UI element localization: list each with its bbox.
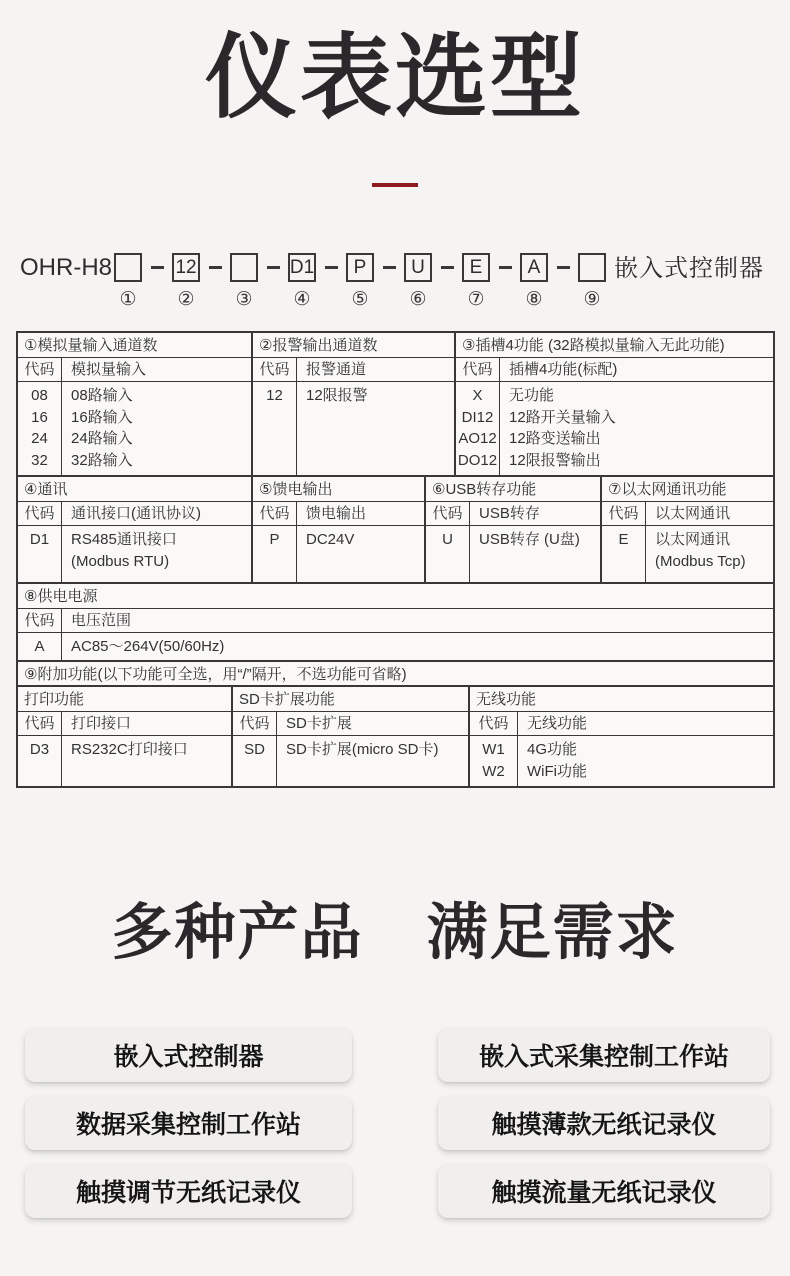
code-header-cell: 代码 xyxy=(426,502,470,525)
section-power-supply xyxy=(18,584,773,660)
section-subheader xyxy=(18,502,251,526)
descriptions-cell: AC85～264V(50/60Hz) xyxy=(71,638,225,656)
code-header-cell: 代码 xyxy=(602,502,646,525)
section-title: ⑦以太网通讯功能 xyxy=(602,477,773,502)
section-title: ⑧供电电源 xyxy=(18,584,773,609)
section-data xyxy=(18,382,251,475)
product-button-data-acquisition-workstation[interactable]: 数据采集控制工作站 xyxy=(25,1096,352,1150)
model-code-dash xyxy=(316,253,346,269)
model-code-dash xyxy=(258,253,288,269)
product-button-embedded-acquisition-workstation[interactable]: 嵌入式采集控制工作站 xyxy=(438,1028,770,1082)
section-subheader xyxy=(18,358,251,382)
descriptions-cell: 4G功能 WiFi功能 xyxy=(527,741,587,780)
model-code-slot-9 xyxy=(578,253,606,311)
code-header-cell: 代码 xyxy=(470,712,518,735)
code-values-cell: D3 xyxy=(18,736,62,786)
table-row-group-4 xyxy=(18,687,773,786)
descriptions-cell: SD卡扩展(micro SD卡) xyxy=(286,741,439,759)
model-code-box xyxy=(346,253,374,282)
code-header-cell: 代码 xyxy=(253,502,297,525)
model-code-dash xyxy=(200,253,230,269)
descriptions-cell: 08路输入 16路输入 24路输入 32路输入 xyxy=(71,387,133,469)
section-data xyxy=(18,633,773,660)
model-code-index: ③ xyxy=(235,289,253,311)
column-header-cell: USB转存 xyxy=(479,505,540,523)
model-code-slot-3 xyxy=(230,253,258,311)
model-code-box xyxy=(230,253,258,282)
model-code-dash xyxy=(432,253,462,269)
model-code-prefix: OHR-H8 xyxy=(20,254,113,282)
model-code-dash xyxy=(490,253,520,269)
column-header-cell: 馈电输出 xyxy=(306,505,367,523)
section-title: ⑥USB转存功能 xyxy=(426,477,600,502)
additional-functions-header: ⑨附加功能(以下功能可全选，用“/”隔开，不选功能可省略) xyxy=(18,662,773,687)
descriptions-cell: USB转存 (U盘) xyxy=(479,531,580,549)
code-values-cell: U xyxy=(426,526,470,582)
section-print-function xyxy=(18,687,233,786)
model-code-index: ⑦ xyxy=(467,289,485,311)
section-data xyxy=(253,382,454,475)
page-title: 仪表选型 xyxy=(204,27,585,129)
section-title: ④通讯 xyxy=(18,477,251,502)
code-values-cell: D1 xyxy=(18,526,62,582)
descriptions-cell: RS232C打印接口 xyxy=(71,741,188,759)
table-row-group-2 xyxy=(18,477,773,584)
code-values-cell: W1 W2 xyxy=(470,736,518,786)
column-header-cell: 无线功能 xyxy=(527,715,588,733)
section-ethernet xyxy=(602,477,773,582)
code-header-cell: 代码 xyxy=(456,358,500,381)
column-header-cell: 打印接口 xyxy=(71,715,132,733)
code-header-cell: 代码 xyxy=(18,358,62,381)
section-data xyxy=(18,526,251,582)
section-communication xyxy=(18,477,253,582)
table-row-group-3 xyxy=(18,584,773,662)
section-sd-card-expansion xyxy=(233,687,470,786)
section-data xyxy=(18,736,231,786)
descriptions-cell: RS485通讯接口 (Modbus RTU) xyxy=(71,531,177,570)
section-analog-input-channels xyxy=(18,333,253,475)
model-code-slot-8 xyxy=(520,253,548,311)
model-code-box xyxy=(462,253,490,282)
code-header-cell: 代码 xyxy=(253,358,297,381)
product-button-touch-slim-paperless-recorder[interactable]: 触摸薄款无纸记录仪 xyxy=(438,1096,770,1150)
code-values-cell: SD xyxy=(233,736,277,786)
code-values-cell: X DI12 AO12 DO12 xyxy=(456,382,500,475)
model-code-slot-5 xyxy=(346,253,374,311)
section-data xyxy=(602,526,773,582)
product-button-touch-flow-paperless-recorder[interactable]: 触摸流量无纸记录仪 xyxy=(438,1164,770,1218)
table-row-group-1 xyxy=(18,333,773,477)
section-subheader xyxy=(233,712,468,736)
column-header-cell: 模拟量输入 xyxy=(71,361,147,379)
products-heading: 多种产品 满足需求 xyxy=(111,898,679,967)
section-power-feed-output xyxy=(253,477,426,582)
model-code-slot-2 xyxy=(172,253,200,311)
section-slot4-function xyxy=(456,333,773,475)
selection-table xyxy=(16,331,775,788)
model-code-box xyxy=(520,253,548,282)
product-button-touch-regulating-paperless-recorder[interactable]: 触摸调节无纸记录仪 xyxy=(25,1164,352,1218)
section-subheader xyxy=(253,502,424,526)
descriptions-cell: 以太网通讯 (Modbus Tcp) xyxy=(655,531,746,570)
section-data xyxy=(426,526,600,582)
section-title: ②报警输出通道数 xyxy=(253,333,454,358)
section-subheader xyxy=(602,502,773,526)
section-wireless-function xyxy=(470,687,773,786)
code-values-cell: 12 xyxy=(253,382,297,475)
section-subheader xyxy=(470,712,773,736)
model-code-slot-4 xyxy=(288,253,316,311)
section-subheader xyxy=(426,502,600,526)
section-subheader xyxy=(18,609,773,633)
product-grid xyxy=(25,1028,790,1218)
model-code-index: ④ xyxy=(293,289,311,311)
code-header-cell: 代码 xyxy=(18,609,62,632)
section-data xyxy=(456,382,773,475)
descriptions-cell: 无功能 12路开关量输入 12路变送输出 12限报警输出 xyxy=(509,387,616,469)
model-code-index: ② xyxy=(177,289,195,311)
section-subheader xyxy=(18,712,231,736)
model-code-box xyxy=(172,253,200,282)
section-subheader xyxy=(456,358,773,382)
model-code-dash xyxy=(374,253,404,269)
section-subheader xyxy=(253,358,454,382)
model-code-slot-6 xyxy=(404,253,432,311)
model-code-box-value: P xyxy=(353,256,367,278)
section-title: 打印功能 xyxy=(18,687,231,712)
column-header-cell: 报警通道 xyxy=(306,361,367,379)
model-code-box-value: U xyxy=(411,256,425,278)
product-button-embedded-controller[interactable]: 嵌入式控制器 xyxy=(25,1028,352,1082)
model-code-box xyxy=(578,253,606,282)
section-title: ①模拟量输入通道数 xyxy=(18,333,251,358)
model-code-box-value: 12 xyxy=(175,256,197,278)
model-code-index: ⑥ xyxy=(409,289,427,311)
section-data xyxy=(253,526,424,582)
code-values-cell: P xyxy=(253,526,297,582)
code-values-cell: A xyxy=(18,633,62,660)
section-title: SD卡扩展功能 xyxy=(233,687,468,712)
descriptions-cell: DC24V xyxy=(306,531,355,549)
model-code-slot-1 xyxy=(114,253,142,311)
model-code-box xyxy=(288,253,316,282)
column-header-cell: SD卡扩展 xyxy=(286,715,352,733)
model-code-line xyxy=(20,253,790,311)
column-header-cell: 以太网通讯 xyxy=(655,505,731,523)
code-header-cell: 代码 xyxy=(18,712,62,735)
model-code-box xyxy=(404,253,432,282)
model-code-index: ① xyxy=(119,289,137,311)
model-code-box xyxy=(114,253,142,282)
model-code-dash xyxy=(142,253,172,269)
model-code-box-value: D1 xyxy=(289,256,315,278)
column-header-cell: 通讯接口(通讯协议) xyxy=(71,505,201,523)
code-header-cell: 代码 xyxy=(18,502,62,525)
column-header-cell: 电压范围 xyxy=(71,612,132,630)
model-code-slot-7 xyxy=(462,253,490,311)
model-code-index: ⑤ xyxy=(351,289,369,311)
section-title: ③插槽4功能 (32路模拟量输入无此功能) xyxy=(456,333,773,358)
section-title: 无线功能 xyxy=(470,687,773,712)
section-title: ⑤馈电输出 xyxy=(253,477,424,502)
model-code-box-value: E xyxy=(469,256,483,278)
model-code-suffix: 嵌入式控制器 xyxy=(614,255,765,283)
model-code-index: ⑨ xyxy=(583,289,601,311)
section-data xyxy=(233,736,468,786)
model-code-index: ⑧ xyxy=(525,289,543,311)
model-code-box-value: A xyxy=(527,256,541,278)
code-values-cell: E xyxy=(602,526,646,582)
section-alarm-output-channels xyxy=(253,333,456,475)
descriptions-cell: 12限报警 xyxy=(306,387,368,405)
column-header-cell: 插槽4功能(标配) xyxy=(509,361,618,379)
section-usb-transfer xyxy=(426,477,602,582)
model-code-dash xyxy=(548,253,578,269)
section-data xyxy=(470,736,773,786)
code-header-cell: 代码 xyxy=(233,712,277,735)
title-underline xyxy=(372,183,418,187)
code-values-cell: 08 16 24 32 xyxy=(18,382,62,475)
